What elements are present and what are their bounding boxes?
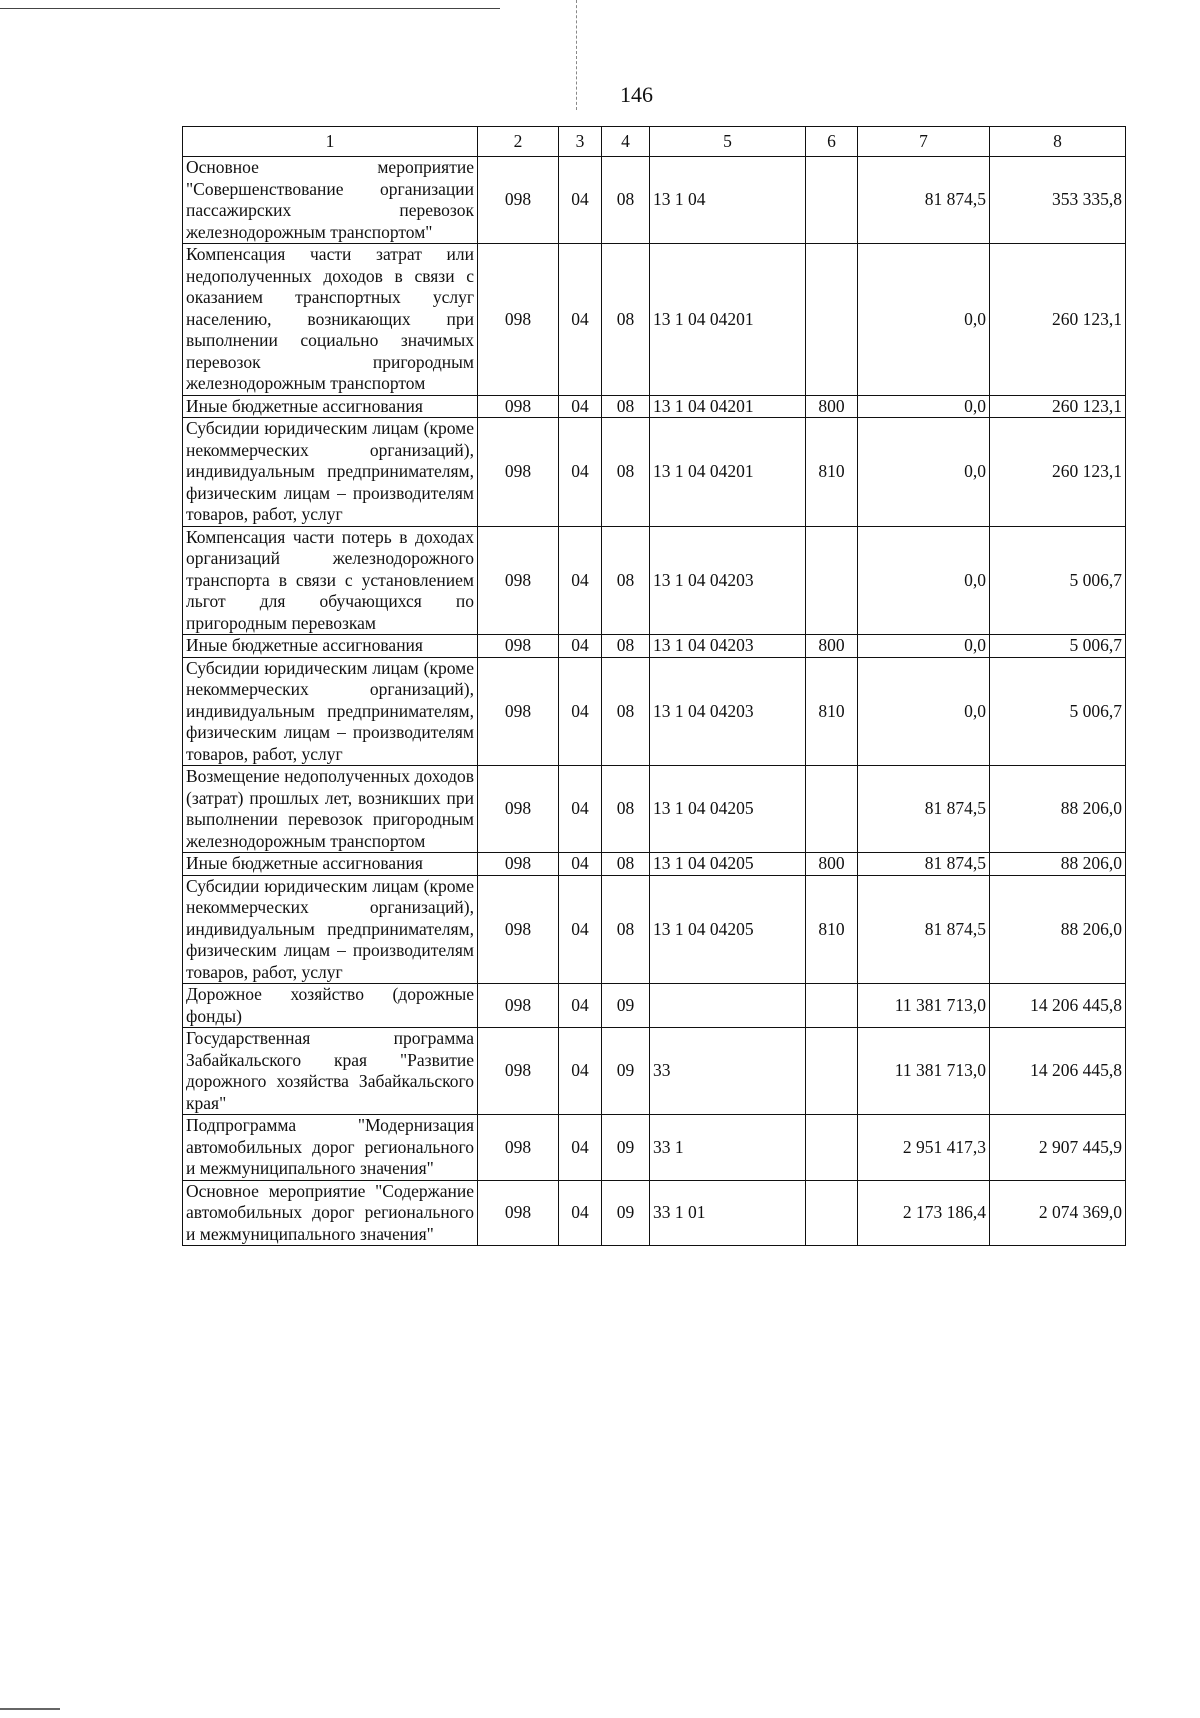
cell-expense-type [806, 1028, 858, 1115]
cell-amount-8: 353 335,8 [990, 157, 1126, 244]
cell-name: Субсидии юридическим лицам (кроме некоммерческих организаций), индивидуальным предпринимателям, физическим лицам – производителям товаров, работ, услуг [183, 657, 478, 766]
cell-expense-type: 800 [806, 395, 858, 418]
budget-table [182, 126, 1126, 1246]
cell-name: Иные бюджетные ассигнования [183, 635, 478, 658]
cell-name: Иные бюджетные ассигнования [183, 395, 478, 418]
cell-amount-7: 81 874,5 [858, 157, 990, 244]
cell-amount-7: 2 173 186,4 [858, 1180, 990, 1246]
scan-edge-mark [0, 1708, 60, 1710]
cell-subsection: 08 [602, 875, 650, 984]
cell-section: 04 [559, 1180, 602, 1246]
cell-amount-7: 81 874,5 [858, 766, 990, 853]
cell-target-article: 13 1 04 04205 [650, 853, 806, 876]
cell-target-article: 13 1 04 04203 [650, 635, 806, 658]
cell-ministry-code: 098 [478, 244, 559, 396]
cell-section: 04 [559, 984, 602, 1028]
page-number: 146 [620, 82, 653, 107]
cell-subsection: 08 [602, 657, 650, 766]
cell-subsection: 08 [602, 526, 650, 635]
table-header-row [183, 127, 1126, 157]
cell-amount-7: 11 381 713,0 [858, 984, 990, 1028]
cell-amount-8: 260 123,1 [990, 395, 1126, 418]
cell-section: 04 [559, 395, 602, 418]
cell-amount-7: 11 381 713,0 [858, 1028, 990, 1115]
cell-amount-7: 81 874,5 [858, 875, 990, 984]
cell-section: 04 [559, 418, 602, 527]
cell-expense-type: 800 [806, 635, 858, 658]
column-header: 3 [559, 127, 602, 157]
cell-subsection: 08 [602, 766, 650, 853]
cell-ministry-code: 098 [478, 157, 559, 244]
cell-name: Компенсация части затрат или недополученных доходов в связи с оказанием транспортных услуг населению, возникающих при выполнении социально значимых перевозок пригородным железнодорожным транспортом [183, 244, 478, 396]
cell-section: 04 [559, 635, 602, 658]
cell-ministry-code: 098 [478, 875, 559, 984]
cell-section: 04 [559, 853, 602, 876]
cell-subsection: 09 [602, 1180, 650, 1246]
cell-target-article: 33 1 01 [650, 1180, 806, 1246]
table-row [183, 1180, 1126, 1246]
cell-name: Основное мероприятие "Совершенствование организации пассажирских перевозок железнодорожным транспортом" [183, 157, 478, 244]
cell-name: Подпрограмма "Модернизация автомобильных дорог регионального и межмуниципального значения" [183, 1115, 478, 1181]
cell-expense-type [806, 526, 858, 635]
cell-ministry-code: 098 [478, 984, 559, 1028]
table-row [183, 1115, 1126, 1181]
cell-subsection: 09 [602, 1028, 650, 1115]
cell-section: 04 [559, 766, 602, 853]
cell-target-article: 13 1 04 04201 [650, 244, 806, 396]
cell-target-article: 13 1 04 04201 [650, 418, 806, 527]
cell-subsection: 08 [602, 418, 650, 527]
cell-section: 04 [559, 244, 602, 396]
cell-ministry-code: 098 [478, 635, 559, 658]
cell-amount-7: 2 951 417,3 [858, 1115, 990, 1181]
cell-ministry-code: 098 [478, 418, 559, 527]
cell-section: 04 [559, 1115, 602, 1181]
cell-expense-type: 810 [806, 418, 858, 527]
column-header: 2 [478, 127, 559, 157]
cell-amount-7: 0,0 [858, 418, 990, 527]
cell-amount-8: 88 206,0 [990, 853, 1126, 876]
cell-amount-8: 260 123,1 [990, 418, 1126, 527]
column-header: 8 [990, 127, 1126, 157]
cell-subsection: 08 [602, 853, 650, 876]
column-header: 1 [183, 127, 478, 157]
cell-expense-type [806, 244, 858, 396]
cell-section: 04 [559, 657, 602, 766]
cell-name: Дорожное хозяйство (дорожные фонды) [183, 984, 478, 1028]
table-row [183, 244, 1126, 396]
table-row [183, 853, 1126, 876]
column-header: 7 [858, 127, 990, 157]
cell-section: 04 [559, 1028, 602, 1115]
table-row [183, 766, 1126, 853]
table-row [183, 526, 1126, 635]
cell-amount-8: 88 206,0 [990, 766, 1126, 853]
cell-amount-7: 81 874,5 [858, 853, 990, 876]
table-row [183, 157, 1126, 244]
cell-target-article: 33 1 [650, 1115, 806, 1181]
cell-amount-7: 0,0 [858, 657, 990, 766]
cell-name: Государственная программа Забайкальского края "Развитие дорожного хозяйства Забайкальского края" [183, 1028, 478, 1115]
cell-amount-8: 14 206 445,8 [990, 1028, 1126, 1115]
cell-amount-8: 260 123,1 [990, 244, 1126, 396]
cell-subsection: 09 [602, 984, 650, 1028]
cell-name: Основное мероприятие "Содержание автомобильных дорог регионального и межмуниципального значения" [183, 1180, 478, 1246]
cell-expense-type [806, 766, 858, 853]
cell-amount-8: 5 006,7 [990, 526, 1126, 635]
table-row [183, 395, 1126, 418]
cell-subsection: 08 [602, 635, 650, 658]
table-row [183, 875, 1126, 984]
cell-subsection: 09 [602, 1115, 650, 1181]
cell-amount-8: 5 006,7 [990, 657, 1126, 766]
cell-ministry-code: 098 [478, 1115, 559, 1181]
table-row [183, 984, 1126, 1028]
cell-name: Иные бюджетные ассигнования [183, 853, 478, 876]
cell-target-article: 13 1 04 [650, 157, 806, 244]
cell-subsection: 08 [602, 244, 650, 396]
cell-amount-8: 5 006,7 [990, 635, 1126, 658]
cell-target-article [650, 984, 806, 1028]
cell-expense-type: 800 [806, 853, 858, 876]
column-header: 5 [650, 127, 806, 157]
cell-name: Возмещение недополученных доходов (затрат) прошлых лет, возникших при выполнении перевозок пригородным железнодорожным транспортом [183, 766, 478, 853]
cell-expense-type [806, 984, 858, 1028]
cell-amount-7: 0,0 [858, 395, 990, 418]
scan-fold-line [576, 0, 577, 110]
table-row [183, 635, 1126, 658]
cell-expense-type [806, 157, 858, 244]
scan-edge-line [0, 8, 500, 9]
column-header: 6 [806, 127, 858, 157]
cell-target-article: 33 [650, 1028, 806, 1115]
table-row [183, 418, 1126, 527]
cell-section: 04 [559, 526, 602, 635]
cell-expense-type: 810 [806, 875, 858, 984]
cell-amount-8: 88 206,0 [990, 875, 1126, 984]
cell-target-article: 13 1 04 04203 [650, 526, 806, 635]
cell-ministry-code: 098 [478, 853, 559, 876]
cell-amount-7: 0,0 [858, 635, 990, 658]
cell-amount-7: 0,0 [858, 526, 990, 635]
cell-target-article: 13 1 04 04205 [650, 875, 806, 984]
cell-amount-8: 14 206 445,8 [990, 984, 1126, 1028]
table-row [183, 657, 1126, 766]
cell-expense-type [806, 1115, 858, 1181]
cell-ministry-code: 098 [478, 766, 559, 853]
cell-name: Субсидии юридическим лицам (кроме некоммерческих организаций), индивидуальным предпринимателям, физическим лицам – производителям товаров, работ, услуг [183, 418, 478, 527]
cell-target-article: 13 1 04 04205 [650, 766, 806, 853]
cell-target-article: 13 1 04 04201 [650, 395, 806, 418]
cell-amount-8: 2 907 445,9 [990, 1115, 1126, 1181]
cell-section: 04 [559, 157, 602, 244]
cell-ministry-code: 098 [478, 657, 559, 766]
cell-expense-type [806, 1180, 858, 1246]
cell-amount-7: 0,0 [858, 244, 990, 396]
cell-name: Субсидии юридическим лицам (кроме некоммерческих организаций), индивидуальным предпринимателям, физическим лицам – производителям товаров, работ, услуг [183, 875, 478, 984]
cell-ministry-code: 098 [478, 1028, 559, 1115]
cell-target-article: 13 1 04 04203 [650, 657, 806, 766]
cell-section: 04 [559, 875, 602, 984]
column-header: 4 [602, 127, 650, 157]
table-row [183, 1028, 1126, 1115]
cell-subsection: 08 [602, 157, 650, 244]
cell-name: Компенсация части потерь в доходах организаций железнодорожного транспорта в связи с установлением льгот для обучающихся по пригородным перевозкам [183, 526, 478, 635]
cell-amount-8: 2 074 369,0 [990, 1180, 1126, 1246]
cell-subsection: 08 [602, 395, 650, 418]
cell-ministry-code: 098 [478, 395, 559, 418]
cell-ministry-code: 098 [478, 1180, 559, 1246]
cell-expense-type: 810 [806, 657, 858, 766]
cell-ministry-code: 098 [478, 526, 559, 635]
